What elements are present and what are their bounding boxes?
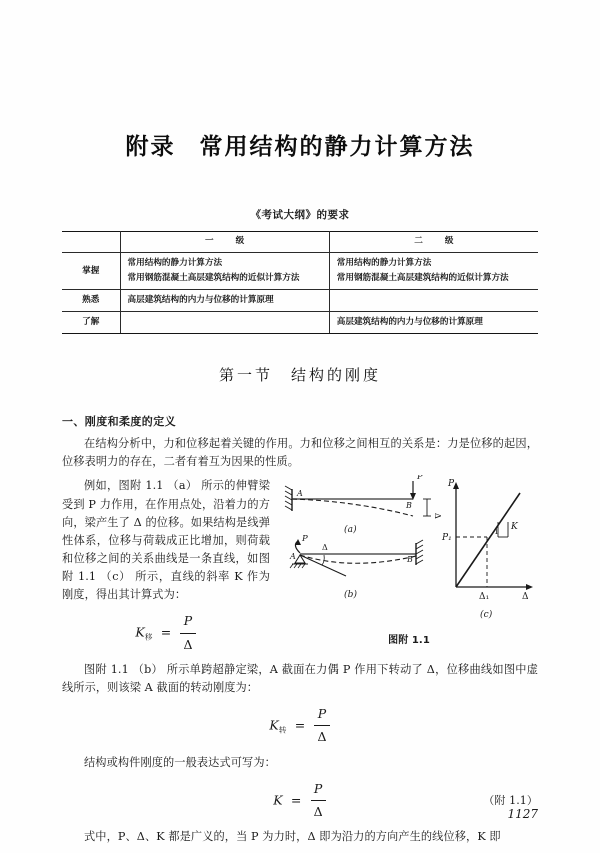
paragraph-1: 在结构分析中，力和位移起着关键的作用。力和位移之间相互的关系是：力是位移的起因，位移表明力的存在，二者有着互为因果的性质。	[62, 437, 538, 469]
formula-3-denominator: Δ	[313, 804, 323, 820]
panel-label-c: (c)	[480, 610, 493, 621]
paragraph-5: 式中，P、Δ、K 都是广义的，当 P 为力时，Δ 即为沿力的方向产生的线位移，K 即	[84, 830, 501, 844]
table-corner-cell	[62, 232, 120, 253]
column-header-level-2-num: 二	[414, 236, 423, 246]
label-b-support-b: B	[407, 555, 413, 565]
row-label-familiar: 熟悉	[62, 290, 120, 312]
formula-2-numerator: P	[314, 704, 329, 726]
cell-master-level1	[120, 253, 329, 290]
formula-2-equals: =	[290, 717, 310, 733]
label-delta-a: Δ	[433, 513, 442, 520]
formula-1-equals: =	[156, 624, 176, 640]
table-row	[62, 312, 538, 334]
column-header-level-1	[120, 232, 329, 253]
table-row	[62, 290, 538, 312]
cell-understand-level2	[329, 312, 538, 334]
formula-3-equals: =	[286, 792, 306, 808]
formula-1-fraction	[180, 611, 195, 655]
label-moment-p-b: P	[302, 534, 308, 545]
formula-2-expression	[269, 704, 330, 748]
label-slope-unit: 1	[494, 527, 499, 537]
page-title-main: 常用结构的静力计算方法	[199, 134, 475, 160]
formula-3-fraction	[311, 779, 326, 823]
body-text-block	[62, 435, 538, 846]
label-delta1: Δ₁	[479, 592, 490, 603]
page-content	[62, 0, 538, 853]
paragraph-4: 结构或构件刚度的一般表达式可写为：	[84, 755, 276, 769]
page-number: 1127	[507, 807, 538, 821]
formula-1-numerator: P	[180, 611, 195, 633]
formula-2-subscript: 转	[278, 725, 287, 735]
equation-number: （附 1.1）	[483, 793, 538, 807]
page-title	[62, 128, 538, 161]
figure-panel-c-chart	[441, 479, 533, 620]
syllabus-table	[62, 231, 538, 334]
formula-1-expression	[135, 611, 196, 655]
label-axis-delta: Δ	[522, 592, 529, 603]
label-b-point: B	[406, 501, 412, 511]
label-a-support-b: A	[290, 552, 296, 562]
formula-3-expression	[273, 779, 326, 823]
cell-master-level2	[329, 253, 538, 290]
cell-familiar-level2	[329, 290, 538, 312]
cell-line: 高层建筑结构的内力与位移的计算原理	[336, 317, 483, 328]
formula-2	[62, 704, 538, 748]
formula-3-lhs: K	[273, 792, 283, 808]
formula-1-subscript: 移	[144, 632, 153, 642]
label-p1: P₁	[442, 533, 452, 544]
label-load-p-a: P	[417, 475, 423, 483]
row-label-understand: 了解	[62, 312, 120, 334]
section-heading-prefix: 第一节	[218, 366, 273, 385]
column-header-level-1-num: 一	[205, 236, 214, 246]
formula-3	[62, 779, 538, 823]
page-title-prefix: 附录	[125, 134, 176, 160]
label-a-support: A	[297, 489, 303, 499]
formula-3-numerator: P	[311, 779, 326, 801]
formula-1-denominator: Δ	[183, 636, 193, 652]
formula-1	[62, 611, 538, 655]
formula-2-denominator: Δ	[317, 729, 327, 745]
section-heading	[62, 364, 538, 385]
formula-2-lhs: K	[269, 717, 279, 733]
column-header-level-1-suffix: 级	[235, 236, 245, 246]
panel-label-a: (a)	[344, 525, 357, 536]
figure-panel-b	[289, 534, 423, 600]
section-heading-main: 结构的刚度	[291, 366, 382, 385]
figure-caption: 图附 1.1	[388, 634, 430, 646]
cell-line: 常用结构的静力计算方法	[336, 258, 432, 269]
row-label-master: 掌握	[62, 253, 120, 290]
paragraph-3: 图附 1.1 （b） 所示单跨超静定梁，A 截面在力偶 P 作用下转动了 Δ，位移曲线如图中虚线所示，则该梁 A 截面的转动刚度为：	[62, 662, 538, 695]
cell-line: 常用结构的静力计算方法	[127, 258, 223, 269]
table-row	[62, 253, 538, 290]
cell-understand-level1	[120, 312, 329, 334]
label-delta-b: Δ	[322, 543, 328, 553]
label-slope-k: K	[511, 522, 518, 533]
syllabus-caption: 《考试大纲》的要求	[250, 209, 350, 221]
column-header-level-2-suffix: 级	[444, 236, 454, 246]
subsection-heading: 一、刚度和柔度的定义	[62, 415, 176, 429]
cell-familiar-level1	[120, 290, 329, 312]
figure-panel-a	[285, 475, 442, 535]
formula-1-lhs: K	[135, 624, 145, 640]
label-axis-p: P	[448, 479, 455, 490]
formula-2-fraction	[314, 704, 329, 748]
paragraph-2: 例如，图附 1.1 （a） 所示的伸臂梁受到 P 力作用，在作用点处，沿着力的方向，梁产生了 Δ 的位移。如果结构是线弹性体系，位移与荷载成正比增加，则荷载和位移之间的关系曲线是一条直线，如图附 1.1 （c） 所示，直线的斜率 K 作为刚度，得出其计算式为：	[62, 479, 270, 602]
column-header-level-2	[329, 232, 538, 253]
panel-label-b: (b)	[344, 590, 358, 601]
figure-svg	[280, 475, 538, 625]
cell-line: 常用钢筋混凝土高层建筑结构的近似计算方法	[127, 273, 300, 284]
cell-line: 高层建筑结构的内力与位移的计算原理	[127, 295, 274, 306]
table-header-row	[62, 232, 538, 253]
cell-line: 常用钢筋混凝土高层建筑结构的近似计算方法	[336, 273, 509, 284]
